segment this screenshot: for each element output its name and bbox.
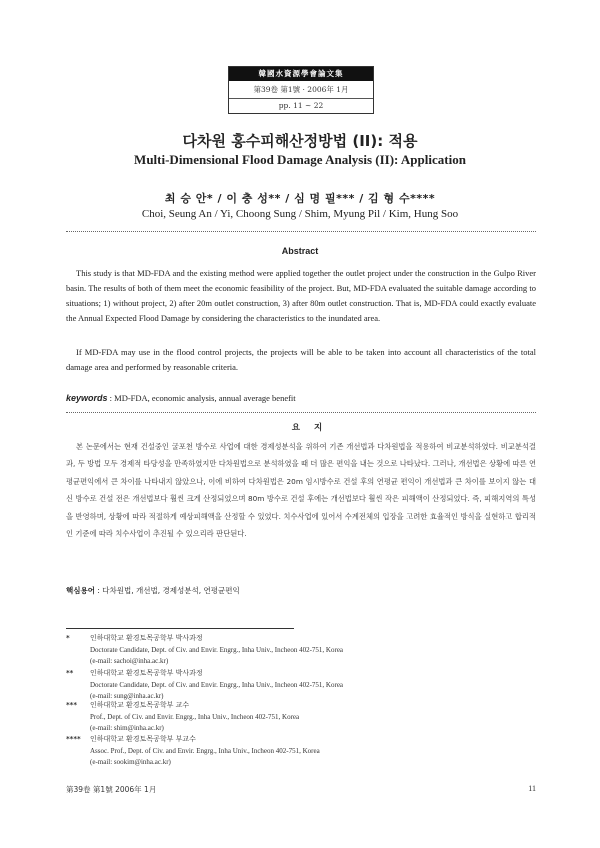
footnote-affiliation-korean: 인하대학교 환경토목공학부 박사과정 bbox=[90, 634, 203, 642]
abstract-paragraph: If MD-FDA may use in the flood control projects, the projects will be able to be taken into account all characteristics of the total damage area and performed by reasonable criteria. bbox=[66, 347, 536, 372]
summary-heading-korean: 요지 bbox=[291, 423, 337, 433]
keywords-label-korean: 핵심용어 bbox=[66, 586, 95, 595]
footnote bbox=[66, 734, 536, 769]
paper-title-english: Multi-Dimensional Flood Damage Analysis (II): Application bbox=[134, 152, 466, 167]
footnote-mark: *** bbox=[66, 701, 77, 709]
abstract-paragraph: This study is that MD-FDA and the existing method were applied together the outlet project under the construction in the Gulpo River basin. The results of both of them meet the economic feasibility of the project. But, MD-FDA evaluated the suitable damage according to situations; 1) without project, 2) after 20m outlet construction, 3) after 80m outlet construction. That is, MD-FDA could exactly evaluate the Annual Expected Flood Damage by considering the characteristics to the inundated area. bbox=[66, 268, 536, 323]
footnote-affiliation-english: Doctorate Candidate, Dept. of Civ. and Envir. Engrg., Inha Univ., Incheon 402-751, Korea bbox=[90, 680, 344, 689]
footnote-affiliation-english: Doctorate Candidate, Dept. of Civ. and Envir. Engrg., Inha Univ., Incheon 402-751, Korea bbox=[90, 645, 344, 654]
footnote-affiliation-korean: 인하대학교 환경토목공학부 교수 bbox=[90, 701, 190, 709]
section-divider bbox=[66, 231, 536, 232]
keywords-text: : MD-FDA, economic analysis, annual average benefit bbox=[107, 393, 296, 403]
section-divider bbox=[66, 412, 536, 413]
footnote bbox=[66, 668, 536, 703]
authors-korean: 최 승 안* / 이 충 성** / 심 명 필*** / 김 형 수**** bbox=[164, 192, 436, 205]
authors-english: Choi, Seung An / Yi, Choong Sung / Shim, Myung Pil / Kim, Hung Soo bbox=[141, 208, 459, 220]
footnote-email: (e-mail: sookim@inha.ac.kr) bbox=[90, 758, 171, 766]
journal-volume-issue: 第39卷 第1號 · 2006年 1月 bbox=[253, 85, 349, 94]
page-number: 11 bbox=[528, 784, 536, 793]
footnote-mark: * bbox=[66, 634, 70, 642]
keywords-line-korean bbox=[66, 585, 240, 596]
footer-journal-info: 第39卷 第1號 2006年 1月 bbox=[66, 785, 157, 794]
journal-header-box bbox=[228, 66, 374, 114]
footnote-rule bbox=[66, 628, 294, 629]
footnote-mark: **** bbox=[66, 735, 81, 743]
footnote-affiliation-english: Assoc. Prof., Dept. of Civ. and Envir. Engrg., Inha Univ., Incheon 402-751, Korea bbox=[90, 746, 320, 755]
journal-pages: pp. 11 ~ 22 bbox=[229, 98, 373, 110]
keywords-line bbox=[66, 393, 296, 403]
footnote bbox=[66, 633, 536, 668]
summary-body-korean: 본 논문에서는 현재 건설중인 굴포천 방수로 사업에 대한 경제성분석을 위하여 기존 개선법과 다차원법을 적용하여 비교분석하였다. 비교분석결과, 두 방법 모두 경제적 타당성을 만족하였지만 다차원법으로 분석하였을 때 더 많은 편익을 내는 것으로 나타났다. 그러나, 개선법은 상황에 따른 연평균편익에서 큰 차이를 나타내지 않았으나, 이에 비하여 다차원법은 20m 임시방수로 건설 후의 연평균 편익이 개선법과 큰 차이를 보이지 않는 대신 방수로 건설 전은 개선법보다 훨씬 크게 산정되었으며 80m 방수로 건설 후에는 개선법보다 훨씬 작은 피해액이 산정되었다. 즉, 피해지역의 특성을 반영하며, 상황에 따라 적절하게 예상피해액을 산정할 수 있었다. 치수사업에 있어서 수계전체의 입장을 고려한 효율적인 방식을 실현하고 합리적인 기준에 따라 치수사업이 추진될 수 있으리라 판단된다. bbox=[66, 442, 536, 539]
keywords-label: keywords bbox=[66, 393, 108, 403]
footnote-email: (e-mail: sung@inha.ac.kr) bbox=[90, 692, 164, 700]
paper-title-korean: 다차원 홍수피해산정방법 (II): 적용 bbox=[182, 132, 418, 150]
footnote-affiliation-korean: 인하대학교 환경토목공학부 박사과정 bbox=[90, 669, 203, 677]
journal-name: 韓國水資源學會論文集 bbox=[229, 67, 373, 81]
footnote-email: (e-mail: shim@inha.ac.kr) bbox=[90, 724, 164, 732]
footnote-affiliation-korean: 인하대학교 환경토목공학부 부교수 bbox=[90, 735, 196, 743]
footnote-email: (e-mail: sachoi@inha.ac.kr) bbox=[90, 657, 169, 665]
keywords-text-korean: : 다차원법, 개선법, 경제성분석, 연평균편익 bbox=[94, 586, 240, 595]
abstract-heading: Abstract bbox=[281, 246, 319, 256]
footnote-affiliation-english: Prof., Dept. of Civ. and Envir. Engrg., Inha Univ., Incheon 402-751, Korea bbox=[90, 712, 300, 721]
footnote-mark: ** bbox=[66, 669, 74, 677]
footnote bbox=[66, 700, 536, 735]
